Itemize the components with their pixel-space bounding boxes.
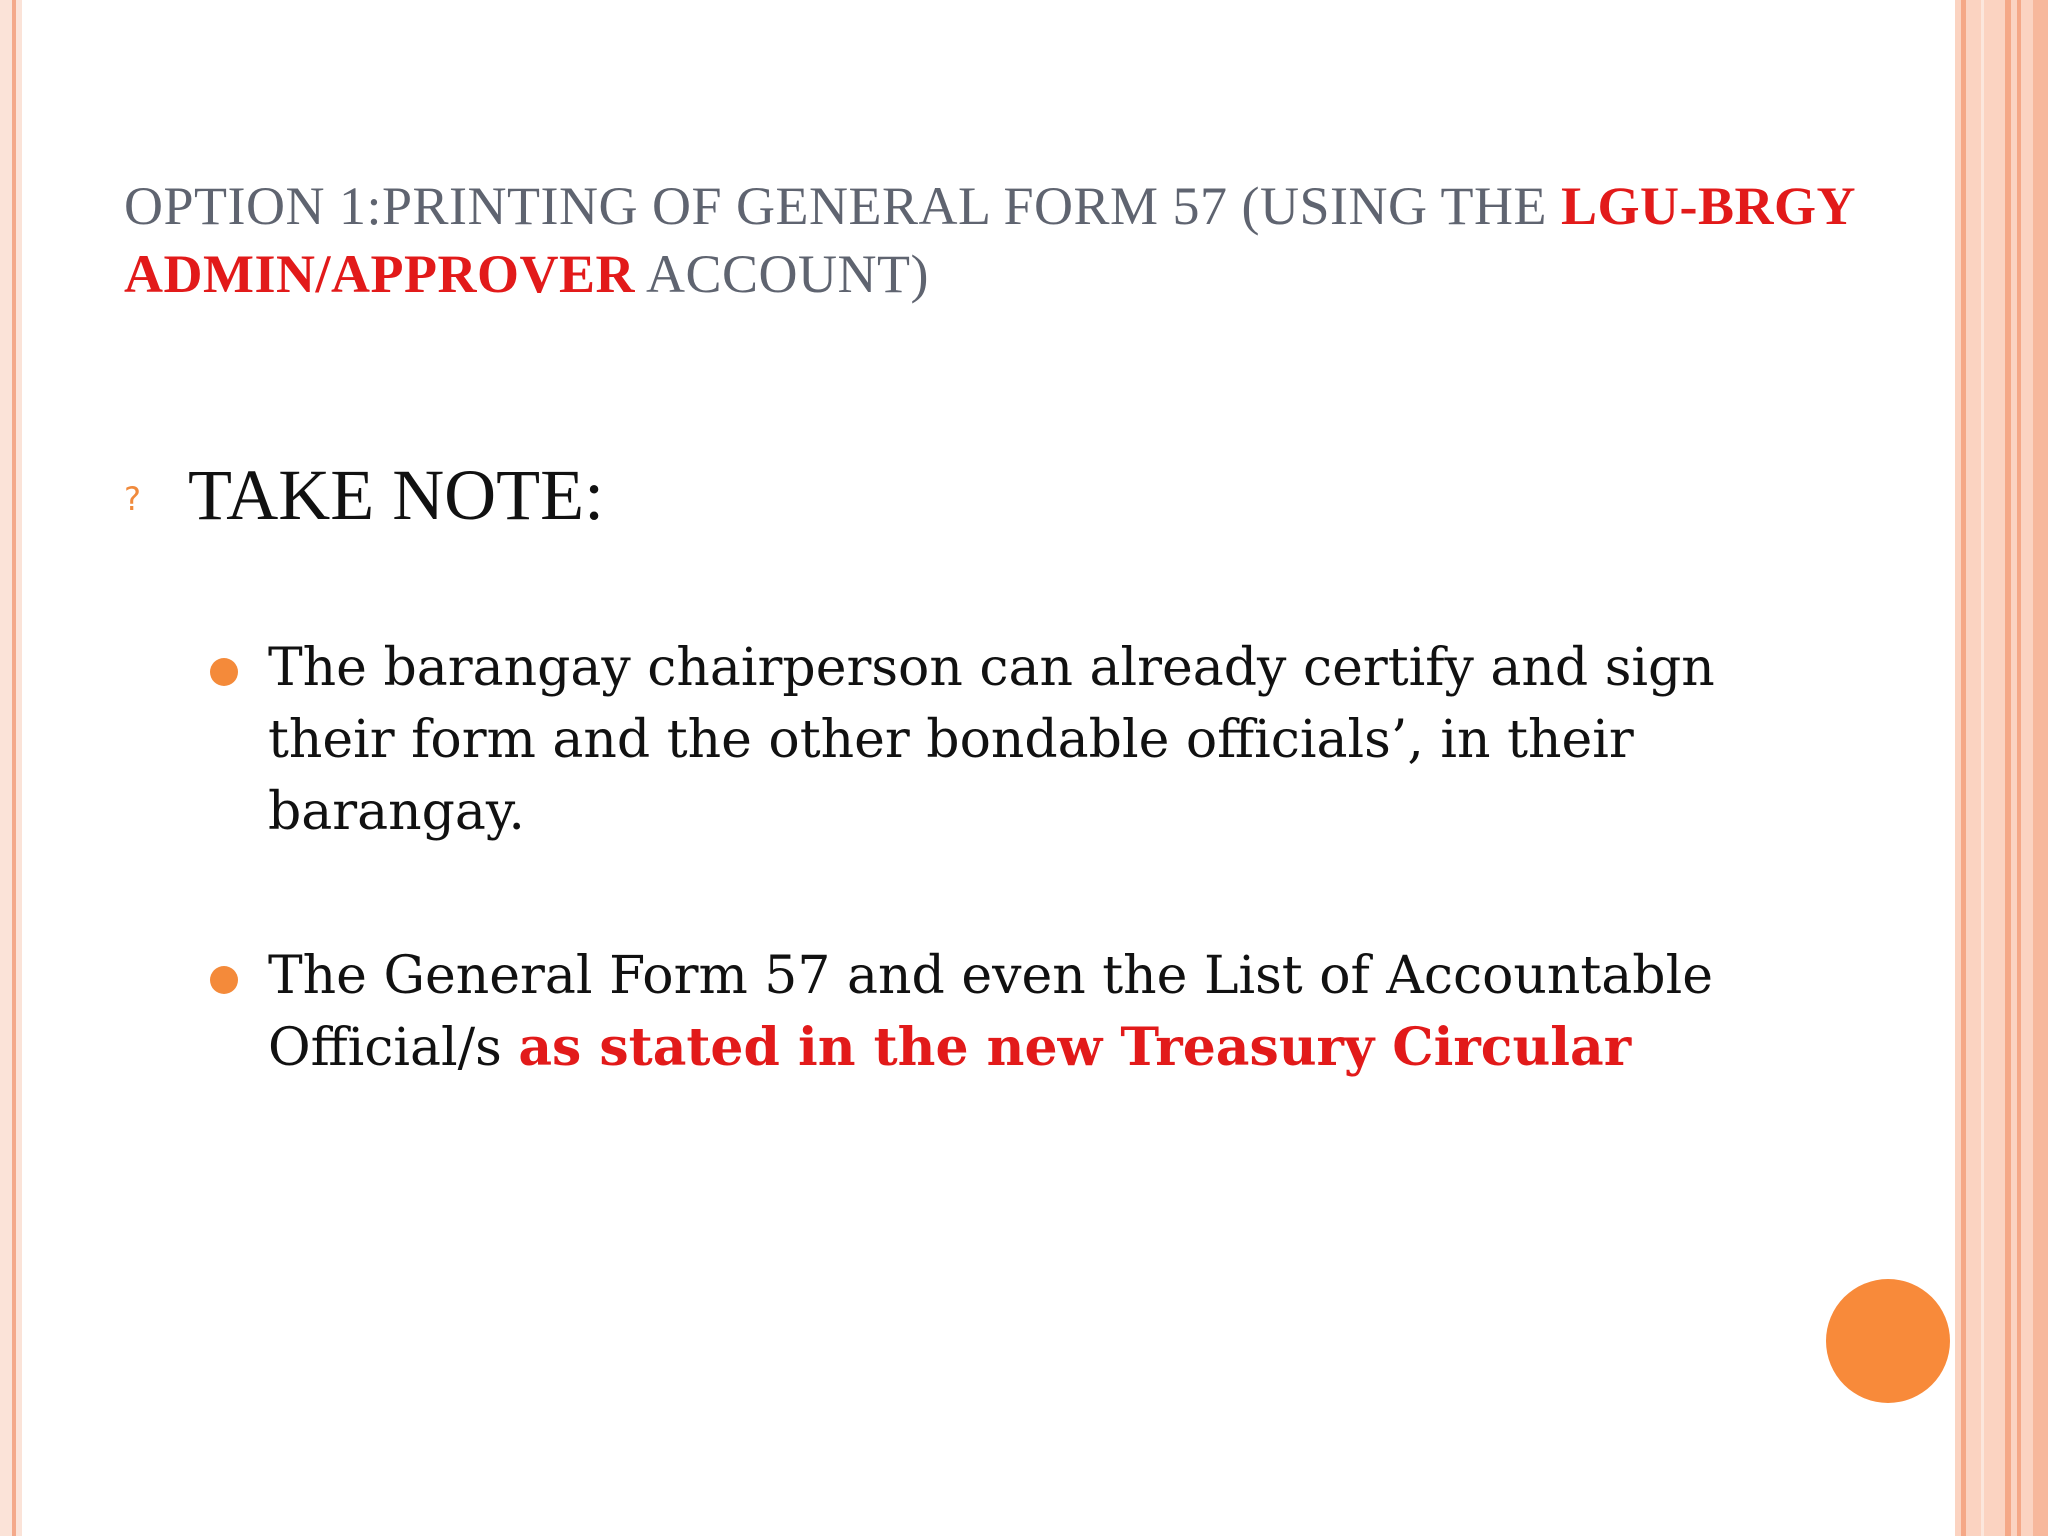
bullet-text: The barangay chairperson can already certify and sign their form and the other bondable officials’, in their barangay. [268,638,1715,842]
decorative-orange-circle [1826,1279,1950,1403]
bullet-highlight: as stated in the new Treasury Circular [518,1017,1632,1078]
right-border-decoration [1955,0,2048,1536]
title-text-part2: ACCOUNT) [634,244,929,304]
bullet-dot-icon [210,966,238,994]
bullet-item [206,632,1806,848]
bullet-list [206,632,1806,1176]
right-border-stripe [1961,0,1966,1536]
right-border-stripe [1981,0,1984,1536]
bullet-text: The General Form 57 and even the List of Accountable Official/s [268,946,1713,1078]
right-border-stripe [2005,0,2011,1536]
take-note-heading: TAKE NOTE: [188,455,605,535]
question-bullet-icon: ? [124,480,141,518]
left-border-line [12,0,16,1536]
right-border-stripe [2017,0,2021,1536]
slide-title [124,172,1924,308]
bullet-item [206,940,1806,1084]
right-border-stripe [2033,0,2048,1536]
bullet-dot-icon [210,658,238,686]
title-highlight: LGU-BRGY ADMIN/APPROVER [124,176,1855,304]
title-text-part1: OPTION 1:PRINTING OF GENERAL FORM 57 (USING THE [124,176,1562,236]
left-border-decoration [0,0,22,1536]
